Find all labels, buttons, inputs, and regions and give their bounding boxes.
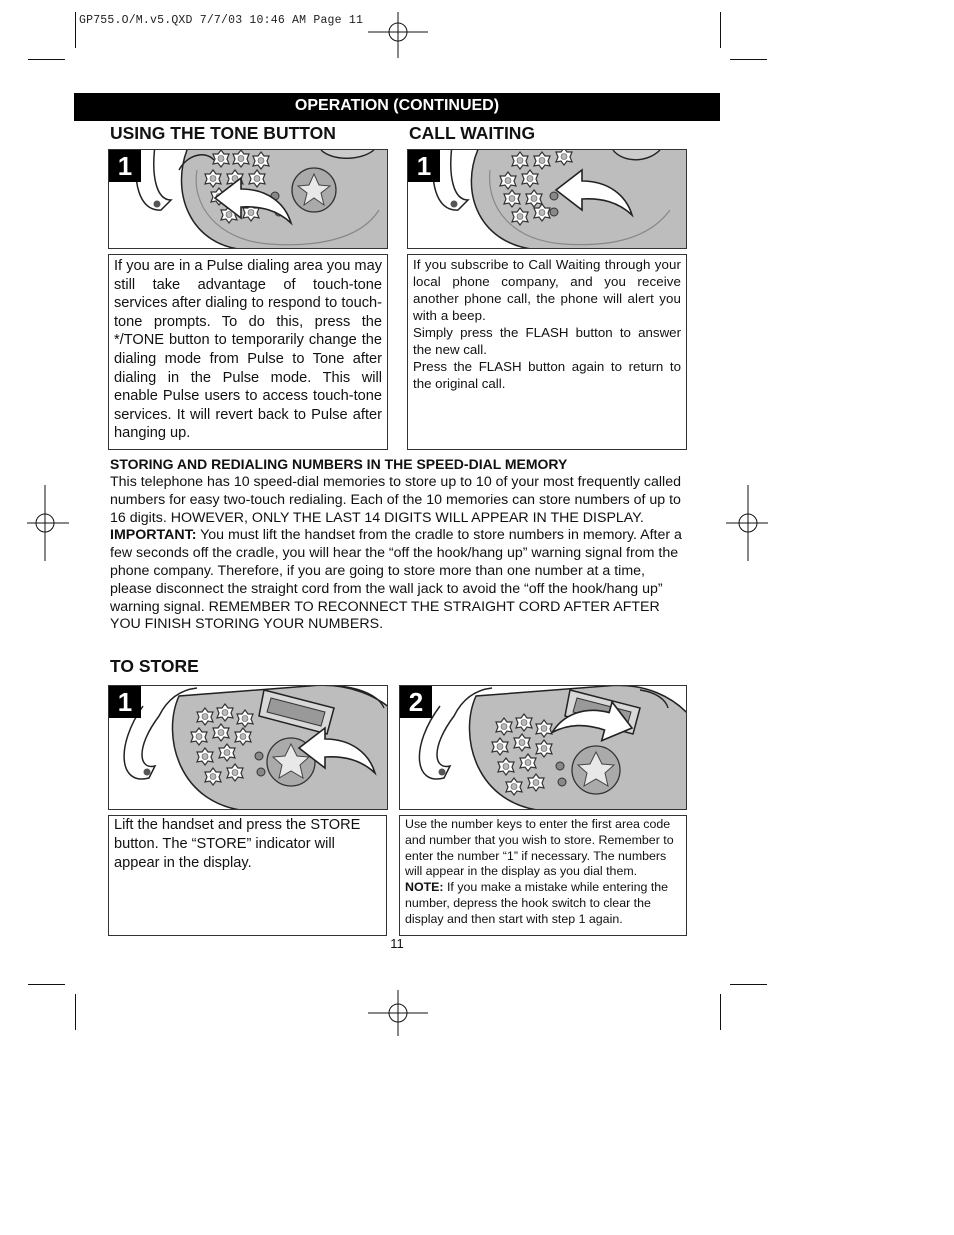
store-step-1-text: Lift the handset and press the STORE button. The “STORE” indicator will appear in the display. xyxy=(114,817,361,871)
call-waiting-step-figure xyxy=(407,149,687,249)
speed-dial-heading: STORING AND REDIALING NUMBERS IN THE SPEED-DIAL MEMORY xyxy=(110,456,568,472)
tone-instructions xyxy=(108,254,388,450)
crop-mark xyxy=(730,984,767,985)
section-banner: OPERATION (CONTINUED) xyxy=(74,93,720,121)
speed-dial-intro: This telephone has 10 speed-dial memories to store up to 10 of your most frequently called numbers for easy two-touch redialing. Each of the 10 memories can store numbers of up to 16 digits. HOWEVER, ONLY THE LAST 14 DIGITS WILL APPEAR IN THE DISPLAY. xyxy=(110,474,681,526)
print-slug: GP755.O/M.v5.QXD 7/7/03 10:46 AM Page 11 xyxy=(79,14,364,27)
phone-flash-illustration xyxy=(408,150,687,249)
call-waiting-heading: CALL WAITING xyxy=(409,123,536,143)
call-waiting-instructions xyxy=(407,254,687,450)
tone-step-figure xyxy=(108,149,388,249)
phone-keypad-illustration xyxy=(109,150,388,249)
important-text: You must lift the handset from the cradle to store numbers in memory. After a few seconds off the cradle, you will hear the “off the hook/hang up” warning signal from the phone company. Therefore, if you are going to store more than one number at a time, please disconnect the straight cord from the wall jack to avoid the “off the hook/hang up” warning signal. REMEMBER TO RECONNECT THE STRAIGHT CORD AFTER AFTER YOU FINISH STORING YOUR NUMBERS. xyxy=(110,527,682,633)
store-step-2-text: Use the number keys to enter the first area code and number that you wish to store. Remember to enter the number “1” if necessary. The numbers will appear in the display as you dial them. xyxy=(405,817,674,879)
step-number: 1 xyxy=(408,150,440,182)
registration-mark-top xyxy=(368,12,428,60)
step-number: 2 xyxy=(400,686,432,718)
tone-instructions-text: If you are in a Pulse dialing area you may still take advantage of touch-tone services after dialing to respond to touch-tone prompts. To do this, press the */TONE button to temporarily change the dialing mode from Pulse to Tone after dialing in the Pulse mode. This will enable Pulse users to access touch-tone services. It will revert back to Pulse after hanging up. xyxy=(114,258,382,442)
speed-dial-important xyxy=(110,527,688,634)
registration-mark-bottom xyxy=(368,990,428,1038)
phone-number-keys-illustration xyxy=(400,686,687,810)
store-step-2-figure xyxy=(399,685,687,810)
tone-heading: USING THE TONE BUTTON xyxy=(110,123,336,143)
crop-mark xyxy=(28,59,65,60)
store-step-2-note xyxy=(405,880,681,927)
crop-mark xyxy=(75,994,76,1030)
call-waiting-para-1: If you subscribe to Call Waiting through your local phone company, and you receive another phone call, the phone will alert you with a beep. xyxy=(413,257,681,323)
note-text: If you make a mistake while entering the number, depress the hook switch to clear the display and then start with step 1 again. xyxy=(405,880,669,926)
to-store-heading: TO STORE xyxy=(110,656,199,676)
registration-mark-left xyxy=(25,485,75,561)
phone-store-illustration xyxy=(109,686,388,810)
store-step-1-figure xyxy=(108,685,388,810)
note-label: NOTE: xyxy=(405,880,444,895)
crop-mark xyxy=(28,984,65,985)
step-number: 1 xyxy=(109,150,141,182)
step-number: 1 xyxy=(109,686,141,718)
crop-mark xyxy=(720,994,721,1030)
crop-mark xyxy=(75,12,76,48)
call-waiting-para-3: Press the FLASH button again to return to the original call. xyxy=(413,359,681,391)
crop-mark xyxy=(720,12,721,48)
speed-dial-body xyxy=(110,474,688,634)
store-step-1-instructions xyxy=(108,815,387,936)
registration-mark-right xyxy=(722,485,772,561)
call-waiting-para-2: Simply press the FLASH button to answer the new call. xyxy=(413,325,681,357)
important-label: IMPORTANT: xyxy=(110,527,197,544)
crop-mark xyxy=(730,59,767,60)
store-step-2-instructions xyxy=(399,815,687,936)
page-number: 11 xyxy=(390,936,404,951)
